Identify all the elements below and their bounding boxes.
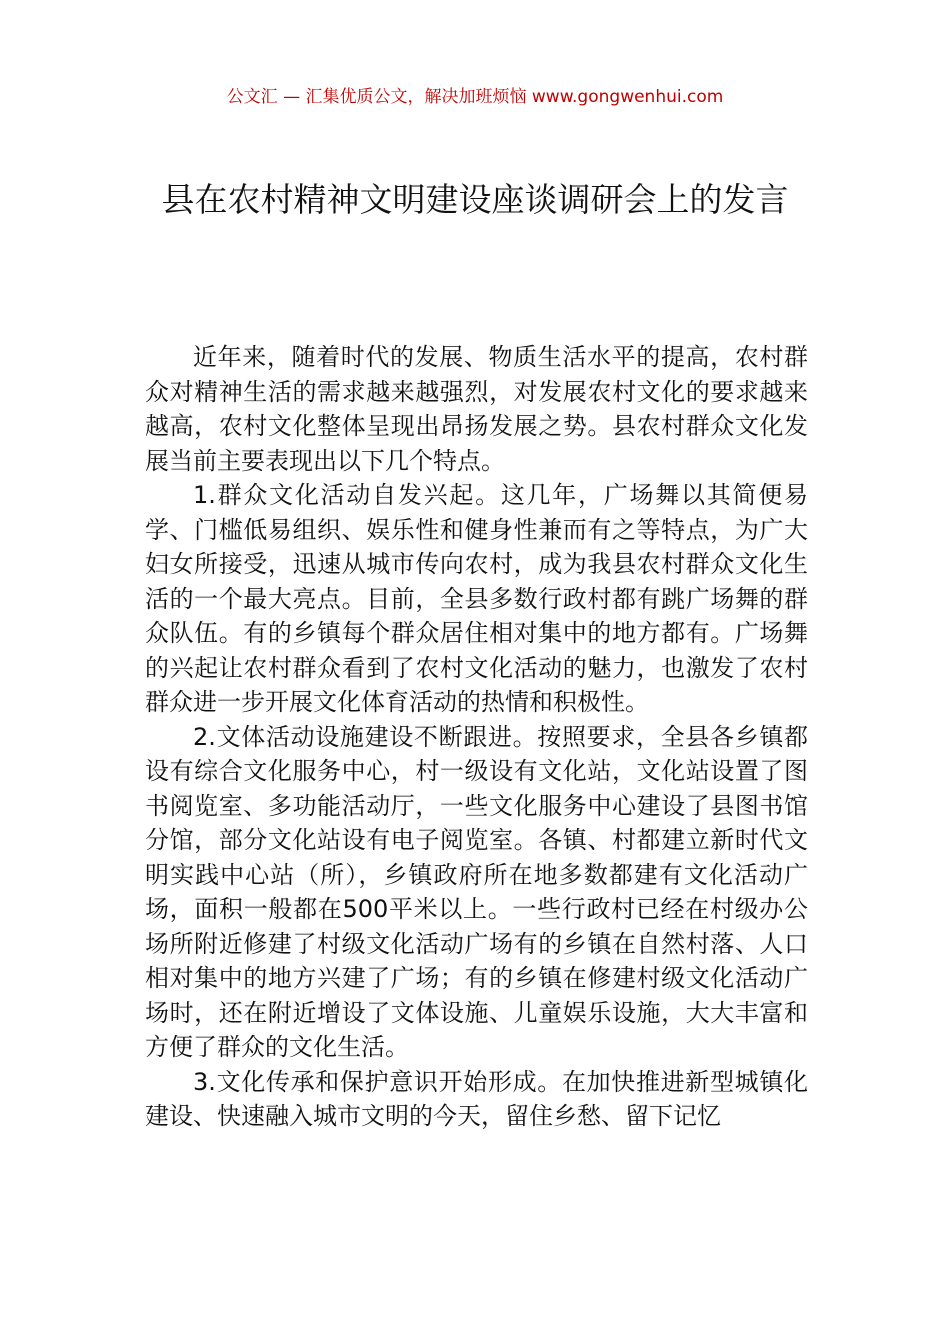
- paragraph-intro: 近年来，随着时代的发展、物质生活水平的提高，农村群众对精神生活的需求越来越强烈，对发展农村文化的要求越来越高，农村文化整体呈现出昂扬发展之势。县农村群众文化发展当前主要表现出以下几个特点。: [145, 343, 808, 475]
- document-body: [145, 340, 808, 1134]
- document-title: 县在农村精神文明建设座谈调研会上的发言: [161, 180, 789, 219]
- paragraph-point-2: 2.文体活动设施建设不断跟进。按照要求，全县各乡镇都设有综合文化服务中心，村一级设有文化站，文化站设置了图书阅览室、多功能活动厅，一些文化服务中心建设了县图书馆分馆，部分文化站设有电子阅览室。各镇、村都建立新时代文明实践中心站（所），乡镇政府所在地多数都建有文化活动广场，面积一般都在500平米以上。一些行政村已经在村级办公场所附近修建了村级文化活动广场有的乡镇在自然村落、人口相对集中的地方兴建了广场；有的乡镇在修建村级文化活动广场时，还在附近增设了文体设施、儿童娱乐设施，大大丰富和方便了群众的文化生活。: [145, 722, 808, 1061]
- paragraph-point-1: 1.群众文化活动自发兴起。这几年，广场舞以其简便易学、门槛低易组织、娱乐性和健身性兼而有之等特点，为广大妇女所接受，迅速从城市传向农村，成为我县农村群众文化生活的一个最大亮点。目前，全县多数行政村都有跳广场舞的群众队伍。有的乡镇每个群众居住相对集中的地方都有。广场舞的兴起让农村群众看到了农村文化活动的魅力，也激发了农村群众进一步开展文化体育活动的热情和积极性。: [145, 481, 808, 716]
- header-banner: 公文汇 — 汇集优质公文，解决加班烦恼 www.gongwenhui.com: [226, 87, 724, 107]
- paragraph-point-3: 3.文化传承和保护意识开始形成。在加快推进新型城镇化建设、快速融入城市文明的今天，留住乡愁、留下记忆: [145, 1067, 808, 1130]
